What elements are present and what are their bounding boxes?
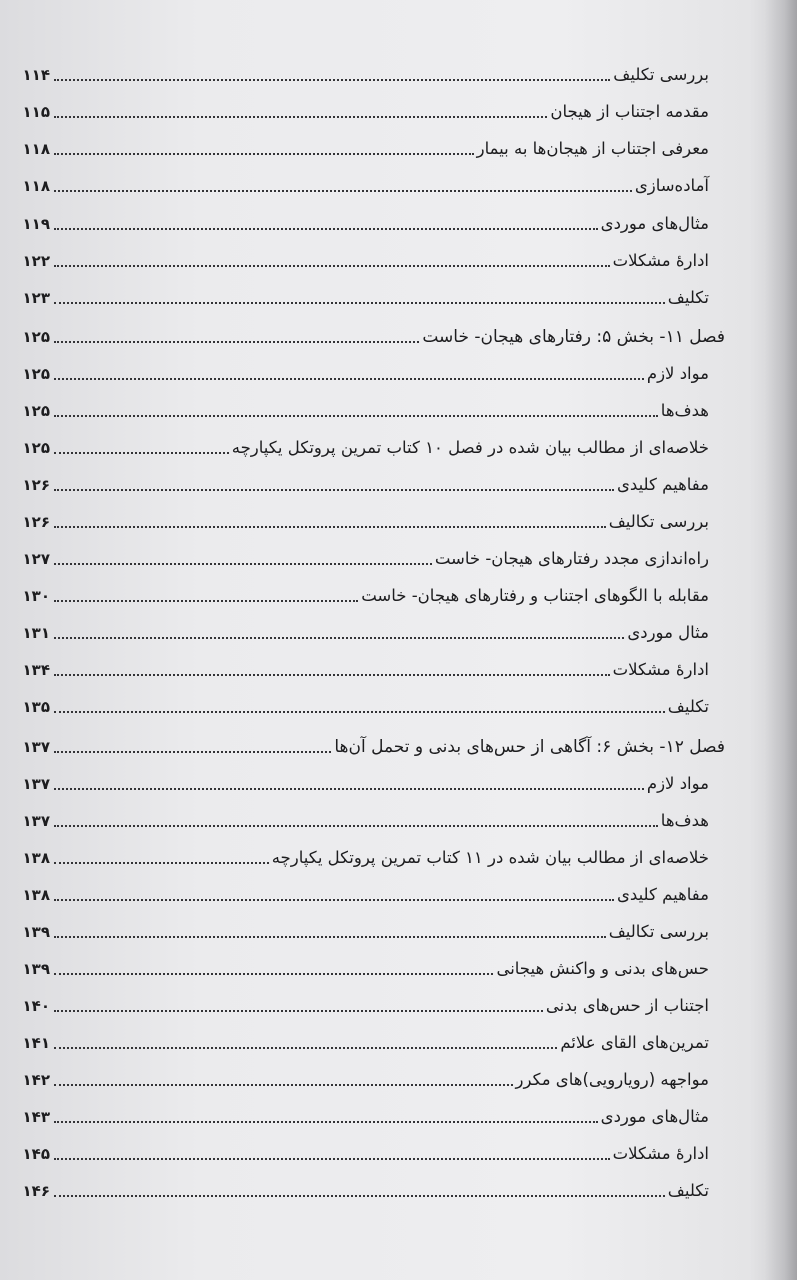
entry-title: معرفی اجتناب از هیجان‌ها به بیمار <box>476 139 709 158</box>
page-number: ۱۴۳ <box>22 1108 50 1126</box>
page-number: ۱۱۴ <box>22 66 50 84</box>
toc-entry <box>22 280 709 310</box>
dot-leader <box>54 1010 543 1012</box>
toc-entry <box>22 430 709 460</box>
entry-title: بررسی تکالیف <box>608 922 709 941</box>
dot-leader <box>54 190 632 192</box>
chapter-title: فصل ۱۲- بخش ۶: آگاهی از حس‌های بدنی و تحمل آن‌ها <box>334 737 725 757</box>
toc-chapter-entry <box>22 729 725 759</box>
page-number: ۱۱۵ <box>22 103 50 121</box>
dot-leader <box>54 936 606 938</box>
toc-entry <box>22 803 709 833</box>
toc-entry <box>22 914 709 944</box>
toc-entry <box>22 94 709 124</box>
dot-leader <box>54 153 474 155</box>
toc-entry <box>22 504 709 534</box>
toc-entry <box>22 356 709 386</box>
dot-leader <box>54 415 658 417</box>
dot-leader <box>54 265 610 267</box>
toc-entry <box>22 1173 709 1203</box>
page-number: ۱۲۵ <box>22 365 50 383</box>
dot-leader <box>54 899 614 901</box>
toc-entry <box>22 243 709 273</box>
page-edge-shadow <box>765 0 797 1280</box>
toc-entry <box>22 615 709 645</box>
entry-title: مثال موردی <box>627 623 709 642</box>
page-number: ۱۲۷ <box>22 550 50 568</box>
entry-title: حس‌های بدنی و واکنش هیجانی <box>496 959 709 978</box>
toc-entry <box>22 988 709 1018</box>
page-number: ۱۳۸ <box>22 849 50 867</box>
dot-leader <box>54 228 598 230</box>
page-number: ۱۴۱ <box>22 1034 50 1052</box>
page-number: ۱۳۹ <box>22 960 50 978</box>
entry-title: اجتناب از حس‌های بدنی <box>545 996 709 1015</box>
entry-title: آماده‌سازی <box>634 176 709 195</box>
entry-title: هدف‌ها <box>660 811 709 830</box>
dot-leader <box>54 711 665 713</box>
entry-title: مقابله با الگوهای اجتناب و رفتارهای هیجان- خاست <box>361 586 709 605</box>
page-number: ۱۲۶ <box>22 476 50 494</box>
dot-leader <box>54 1084 513 1086</box>
page-number: ۱۳۸ <box>22 886 50 904</box>
dot-leader <box>54 116 547 118</box>
dot-leader <box>54 79 610 81</box>
page-number: ۱۳۰ <box>22 587 50 605</box>
entry-title: تکلیف <box>667 1181 709 1200</box>
toc-entry <box>22 1025 709 1055</box>
toc-entry <box>22 206 709 236</box>
page-number: ۱۴۶ <box>22 1182 50 1200</box>
toc-entry <box>22 168 709 198</box>
toc-entry <box>22 840 709 870</box>
dot-leader <box>54 973 493 975</box>
page-number: ۱۲۶ <box>22 513 50 531</box>
entry-title: ادارهٔ مشکلات <box>612 660 709 679</box>
dot-leader <box>54 489 614 491</box>
toc-entry <box>22 131 709 161</box>
chapter-title: فصل ۱۱- بخش ۵: رفتارهای هیجان- خاست <box>422 327 725 347</box>
page-number: ۱۲۵ <box>22 328 50 346</box>
toc-entry <box>22 1136 709 1166</box>
dot-leader <box>54 452 229 454</box>
toc-entry <box>22 541 709 571</box>
entry-title: مواجهه (رویارویی)‌های مکرر <box>515 1070 709 1089</box>
dot-leader <box>54 1121 598 1123</box>
toc-chapter-entry <box>22 319 725 349</box>
page-number: ۱۳۷ <box>22 738 50 756</box>
entry-title: هدف‌ها <box>660 401 709 420</box>
dot-leader <box>54 1195 665 1197</box>
page-number: ۱۲۵ <box>22 402 50 420</box>
toc-entry <box>22 1062 709 1092</box>
page-number: ۱۴۵ <box>22 1145 50 1163</box>
entry-title: مثال‌های موردی <box>600 1107 709 1126</box>
page-number: ۱۲۲ <box>22 252 50 270</box>
entry-title: مواد لازم <box>646 364 709 383</box>
page-number: ۱۴۰ <box>22 997 50 1015</box>
toc-entry <box>22 57 709 87</box>
toc-entry <box>22 393 709 423</box>
toc-entry <box>22 951 709 981</box>
entry-title: بررسی تکلیف <box>613 65 709 84</box>
page-number: ۱۱۸ <box>22 177 50 195</box>
entry-title: خلاصه‌ای از مطالب بیان شده در فصل ۱۰ کتاب تمرین پروتکل یکپارچه <box>231 438 709 457</box>
page-number: ۱۲۳ <box>22 289 50 307</box>
entry-title: راه‌اندازی مجدد رفتارهای هیجان- خاست <box>434 549 709 568</box>
entry-title: تمرین‌های القای علائم <box>560 1033 709 1052</box>
toc-entry <box>22 578 709 608</box>
page-number: ۱۳۹ <box>22 923 50 941</box>
entry-title: مفاهیم کلیدی <box>617 475 709 494</box>
dot-leader <box>54 563 432 565</box>
dot-leader <box>54 1047 557 1049</box>
entry-title: مقدمه اجتناب از هیجان <box>550 102 709 121</box>
page-number: ۱۳۷ <box>22 812 50 830</box>
toc-entry <box>22 467 709 497</box>
toc-entry <box>22 689 709 719</box>
entry-title: ادارهٔ مشکلات <box>612 251 709 270</box>
entry-title: خلاصه‌ای از مطالب بیان شده در ۱۱ کتاب تمرین پروتکل یکپارچه <box>271 848 709 867</box>
toc-entry <box>22 766 709 796</box>
entry-title: تکلیف <box>667 288 709 307</box>
toc-entry <box>22 652 709 682</box>
dot-leader <box>54 302 665 304</box>
page-number: ۱۳۷ <box>22 775 50 793</box>
page-number: ۱۳۴ <box>22 661 50 679</box>
page-number: ۱۳۱ <box>22 624 50 642</box>
page-number: ۱۳۵ <box>22 698 50 716</box>
dot-leader <box>54 674 610 676</box>
page-number: ۱۱۸ <box>22 140 50 158</box>
dot-leader <box>54 1158 610 1160</box>
dot-leader <box>54 600 358 602</box>
dot-leader <box>54 637 624 639</box>
page-number: ۱۴۲ <box>22 1071 50 1089</box>
entry-title: بررسی تکالیف <box>608 512 709 531</box>
entry-title: مفاهیم کلیدی <box>617 885 709 904</box>
entry-title: مواد لازم <box>646 774 709 793</box>
page-number: ۱۲۵ <box>22 439 50 457</box>
dot-leader <box>54 751 331 753</box>
dot-leader <box>54 526 606 528</box>
entry-title: مثال‌های موردی <box>600 214 709 233</box>
dot-leader <box>54 378 644 380</box>
entry-title: ادارهٔ مشکلات <box>612 1144 709 1163</box>
toc-entry <box>22 1099 709 1129</box>
dot-leader <box>54 862 269 864</box>
entry-title: تکلیف <box>667 697 709 716</box>
dot-leader <box>54 341 419 343</box>
dot-leader <box>54 788 644 790</box>
page-number: ۱۱۹ <box>22 215 50 233</box>
dot-leader <box>54 825 658 827</box>
toc-entry <box>22 877 709 907</box>
